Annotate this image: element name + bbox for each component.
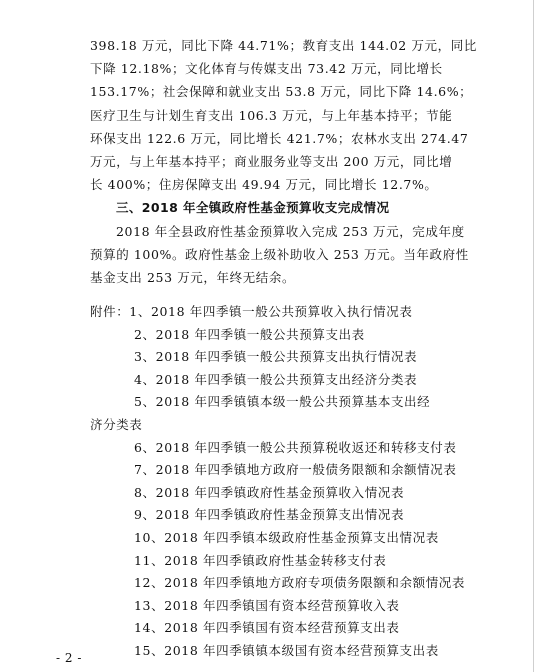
attachment-item: 附件：1、2018 年四季镇一般公共预算收入执行情况表	[90, 304, 413, 319]
attachment-item: 4、2018 年四季镇一般公共预算支出经济分类表	[134, 371, 418, 387]
attachment-item: 11、2018 年四季镇政府性基金转移支付表	[134, 552, 387, 568]
attachment-item: 10、2018 年四季镇本级政府性基金预算支出情况表	[134, 530, 439, 545]
attachment-item: 5、2018 年四季镇镇本级一般公共预算基本支出经	[134, 394, 431, 410]
attachment-item: 13、2018 年四季镇国有资本经营预算收入表	[134, 597, 400, 613]
attachment-item: 济分类表	[90, 417, 143, 432]
section-line: 2018 年全县政府性基金预算收入完成 253 万元，完成年度	[116, 223, 465, 239]
body-line: 长 400%；住房保障支出 49.94 万元，同比增长 12.7%。	[90, 177, 438, 193]
attachment-item: 15、2018 年四季镇镇本级国有资本经营预算支出表	[134, 643, 439, 658]
body-line: 398.18 万元，同比下降 44.71%；教育支出 144.02 万元，同比	[90, 38, 477, 53]
page-number: - 2 -	[56, 651, 82, 665]
section-heading: 三、2018 年全镇政府性基金预算收支完成情况	[116, 200, 390, 216]
section-line: 基金支出 253 万元，年终无结余。	[90, 270, 296, 285]
attachment-item: 2、2018 年四季镇一般公共预算支出表	[134, 326, 365, 342]
attachment-item: 12、2018 年四季镇地方政府专项债务限额和余额情况表	[134, 575, 465, 591]
body-line: 医疗卫生与计划生育支出 106.3 万元，与上年基本持平；节能	[90, 107, 453, 123]
attachment-item: 6、2018 年四季镇一般公共预算税收返还和转移支付表	[134, 439, 457, 455]
body-line: 下降 12.18%；文化体育与传媒支出 73.42 万元，同比增长	[90, 61, 443, 77]
attachment-item: 9、2018 年四季镇政府性基金预算支出情况表	[134, 507, 405, 523]
attachment-item: 8、2018 年四季镇政府性基金预算收入情况表	[134, 484, 405, 500]
attachment-item: 14、2018 年四季镇国有资本经营预算支出表	[134, 620, 400, 636]
section-line: 预算的 100%。政府性基金上级补助收入 253 万元。当年政府性	[90, 246, 469, 262]
attachment-item: 3、2018 年四季镇一般公共预算支出执行情况表	[134, 349, 418, 365]
attachment-item: 7、2018 年四季镇地方政府一般债务限额和余额情况表	[134, 462, 457, 478]
body-line: 万元，与上年基本持平；商业服务业等支出 200 万元，同比增	[90, 154, 453, 169]
body-line: 环保支出 122.6 万元，同比增长 421.7%；农林水支出 274.47	[90, 130, 469, 146]
body-line: 153.17%；社会保障和就业支出 53.8 万元，同比下降 14.6%；	[90, 84, 473, 100]
